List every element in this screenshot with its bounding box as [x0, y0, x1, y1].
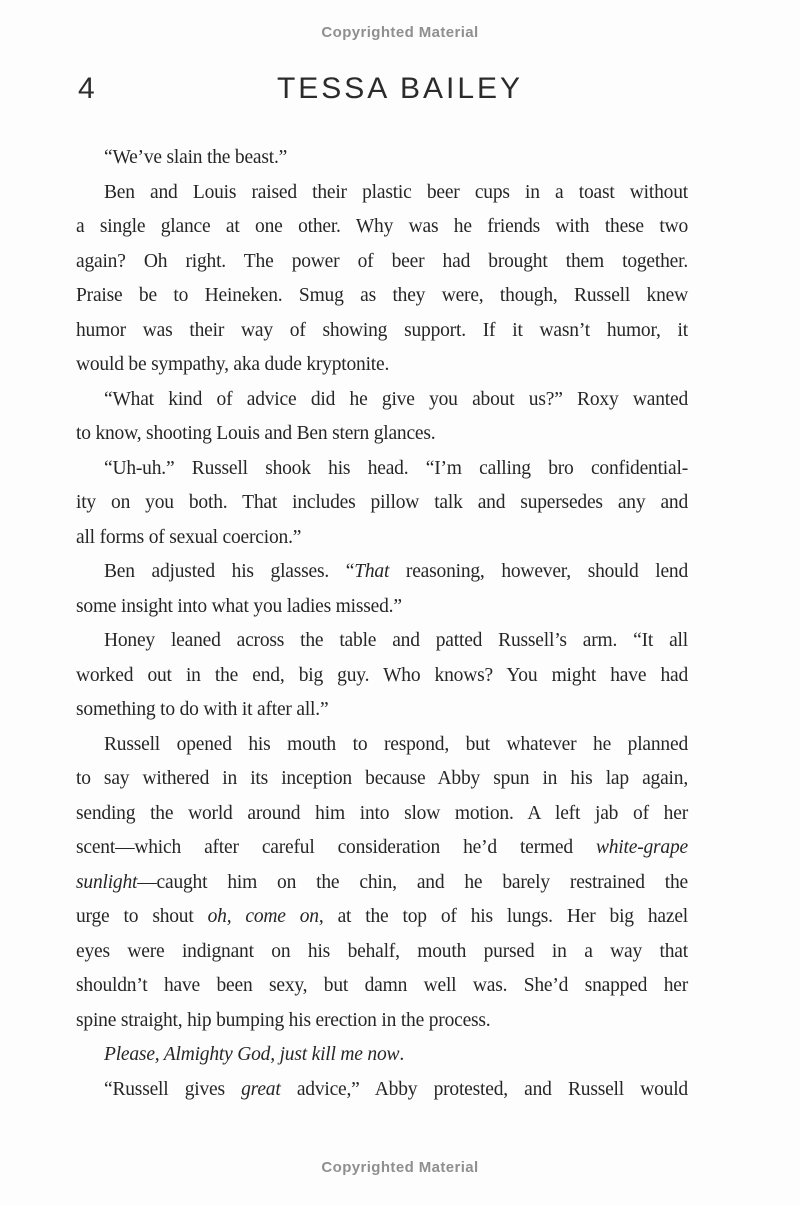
body-run: shouldn’t have been sexy, but damn well was. She’d snapped her	[76, 975, 688, 996]
body-run: .	[399, 1044, 405, 1065]
body-line	[76, 279, 688, 314]
body-line	[76, 693, 688, 728]
body-run: spine straight, hip bumping his erection in the process.	[76, 1009, 491, 1031]
body-line	[76, 590, 688, 625]
body-line	[76, 555, 688, 590]
body-run: “Russell gives	[104, 1078, 242, 1100]
body-run-italic: great	[241, 1078, 281, 1100]
body-line	[76, 728, 688, 763]
body-run: , at the top of his lungs. Her big hazel	[318, 906, 688, 927]
body-line	[76, 900, 688, 935]
body-run: ity on you both. That includes pillow talk and supersedes any and	[76, 492, 688, 513]
body-run: would be sympathy, aka dude kryptonite.	[76, 354, 390, 375]
body-run: a single glance at one other. Why was he friends with these two	[76, 216, 688, 237]
body-run: humor was their way of showing support. If it wasn’t humor, it	[76, 319, 688, 341]
body-line	[76, 935, 688, 970]
body-line	[76, 383, 688, 418]
body-line	[76, 417, 688, 452]
body-run: to say withered in its inception because Abby spun in his lap again,	[76, 768, 688, 789]
body-run: “We’ve slain the beast.”	[104, 147, 288, 168]
body-run: to know, shooting Louis and Ben stern glances.	[76, 423, 436, 444]
body-run: urge to shout	[76, 906, 208, 927]
body-run-italic: white-grape	[595, 837, 688, 858]
body-run: some insight into what you ladies missed.”	[76, 595, 402, 617]
body-run: sending the world around him into slow motion. A left jab of her	[76, 802, 688, 824]
body-run-italic: sunlight	[76, 871, 138, 893]
body-line	[76, 176, 688, 211]
body-run-italic: That	[354, 561, 390, 582]
body-line	[76, 1004, 688, 1039]
body-run: “Uh-uh.” Russell shook his head. “I’m calling bro confidential-	[104, 457, 688, 479]
body-line	[76, 659, 688, 694]
body-run-italic: Please, Almighty God, just kill me now	[104, 1044, 400, 1065]
body-line	[76, 831, 688, 866]
body-run-italic: oh, come on	[207, 906, 319, 927]
body-line	[76, 969, 688, 1004]
body-run: Ben and Louis raised their plastic beer cups in a toast without	[104, 181, 688, 203]
body-line	[76, 210, 688, 245]
body-run: something to do with it after all.”	[76, 699, 329, 720]
body-line	[76, 452, 688, 487]
body-line	[76, 762, 688, 797]
running-header-author: TESSA BAILEY	[276, 72, 524, 105]
body-line	[76, 486, 688, 521]
body-line	[76, 348, 688, 383]
body-run: eyes were indignant on his behalf, mouth pursed in a way that	[76, 940, 688, 962]
body-run: Praise be to Heineken. Smug as they were, though, Russell knew	[76, 285, 688, 306]
body-run: Ben adjusted his glasses. “	[104, 561, 355, 582]
body-line	[76, 866, 688, 901]
body-run: advice,” Abby protested, and Russell would	[280, 1078, 688, 1100]
body-line	[76, 1073, 688, 1108]
body-run: worked out in the end, big guy. Who knows? You might have had	[76, 664, 688, 686]
body-run: —caught him on the chin, and he barely restrained the	[137, 871, 688, 893]
copyright-notice-bottom: Copyrighted Material	[321, 1159, 479, 1176]
body-line	[76, 521, 688, 556]
copyright-notice-top: Copyrighted Material	[321, 24, 479, 41]
body-run: scent—which after careful consideration he’d termed	[76, 837, 596, 858]
body-line	[76, 141, 688, 176]
body-run: Russell opened his mouth to respond, but whatever he planned	[104, 733, 688, 755]
body-line	[76, 797, 688, 832]
body-line	[76, 624, 688, 659]
body-run: reasoning, however, should lend	[389, 561, 688, 582]
body-line	[76, 314, 688, 349]
body-run: “What kind of advice did he give you about us?” Roxy wanted	[104, 388, 688, 410]
body-line	[76, 245, 688, 280]
body-run: all forms of sexual coercion.”	[76, 526, 302, 548]
body-text	[76, 141, 688, 1107]
body-run: Honey leaned across the table and patted Russell’s arm. “It all	[104, 630, 688, 651]
page-number: 4	[78, 72, 95, 105]
body-run: again? Oh right. The power of beer had brought them together.	[76, 250, 688, 272]
body-line	[76, 1038, 688, 1073]
